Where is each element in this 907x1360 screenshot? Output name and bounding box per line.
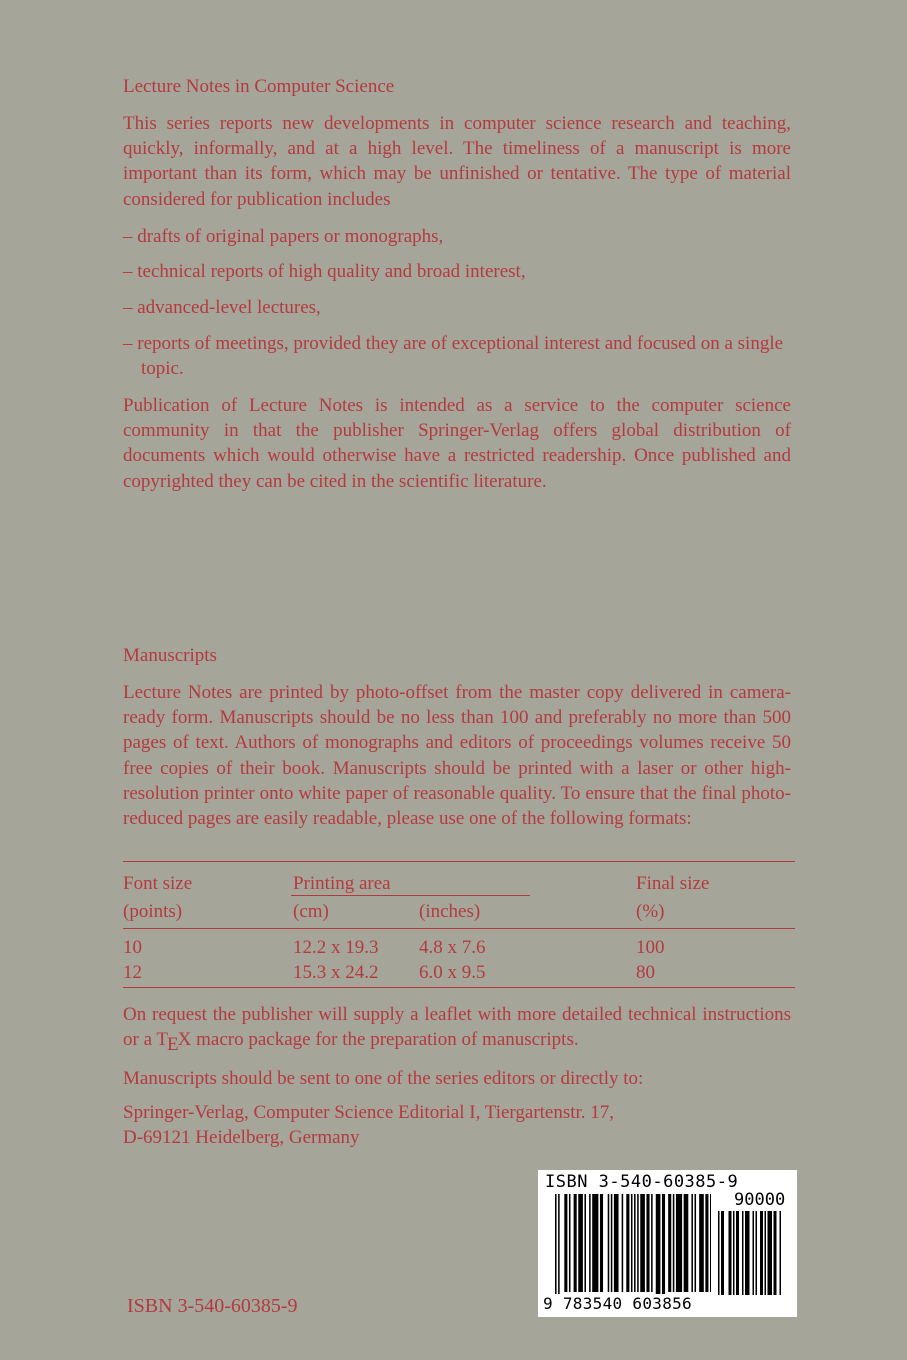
- unit-cm: (cm): [293, 901, 329, 922]
- barcode-bar: [765, 1211, 767, 1295]
- col-header-font-size: Font size: [123, 873, 193, 894]
- barcode-bar: [676, 1194, 682, 1292]
- barcode-bar: [733, 1211, 735, 1295]
- bullet-item: – reports of meetings, provided they are of exceptional interest and focused on a single topic.: [123, 333, 784, 379]
- barcode-bar: [780, 1211, 782, 1295]
- barcode-bar: [584, 1194, 586, 1292]
- publication-paragraph: Publication of Lecture Notes is intended as a service to the computer science community in that the publisher Springer-Verlag offers global distribution of documents which would otherwise have a restricted readership. Once published and copyrighted they can be cited in the scientific literature.: [123, 395, 791, 492]
- table-cell: 12: [123, 962, 142, 983]
- unit-points: (points): [123, 901, 183, 922]
- table-mid-rule: [123, 928, 795, 929]
- barcode-bar: [691, 1194, 693, 1292]
- barcode-bar: [614, 1194, 619, 1292]
- barcode-bar: [695, 1194, 697, 1292]
- barcode-bar: [626, 1194, 629, 1292]
- table-cell: 12.2 x 19.3: [293, 937, 379, 958]
- unit-percent: (%): [636, 901, 665, 922]
- table-cell: 4.8 x 7.6: [419, 937, 486, 958]
- table-cell: 6.0 x 9.5: [419, 962, 486, 983]
- barcode-digits: 9 783540 603856: [543, 1294, 692, 1313]
- barcode-bar: [705, 1194, 708, 1292]
- barcode-bar: [656, 1194, 661, 1294]
- barcode-bar: [637, 1194, 639, 1292]
- bullet-item: – advanced-level lectures,: [123, 297, 321, 318]
- barcode-bar: [592, 1194, 598, 1292]
- address-line-1: Springer-Verlag, Computer Science Editorial I, Tiergartenstr. 17,: [123, 1102, 615, 1123]
- table-cell: 80: [636, 962, 655, 983]
- barcode-bar: [608, 1194, 610, 1292]
- barcode-bar: [634, 1194, 636, 1292]
- barcode-bar: [646, 1194, 649, 1292]
- leaflet-text-end: macro package for the preparation of manuscripts.: [191, 1029, 579, 1051]
- unit-inches: (inches): [419, 901, 481, 922]
- barcode-bars: [555, 1194, 711, 1294]
- barcode-bar: [611, 1194, 613, 1292]
- col-header-final-size: Final size: [636, 873, 710, 894]
- bullet-item: – drafts of original papers or monographs,: [123, 226, 444, 247]
- leaflet-text: On request the publisher will supply a leaflet with more detailed technical instructions or a: [123, 1004, 791, 1051]
- barcode-bar: [668, 1194, 671, 1292]
- barcode-bar: [684, 1194, 689, 1292]
- barcode-bar: [673, 1194, 675, 1292]
- table-cell: 10: [123, 937, 142, 958]
- col-header-printing-area: Printing area: [293, 873, 391, 894]
- isbn-text: ISBN 3-540-60385-9: [127, 1295, 298, 1317]
- barcode-bar: [569, 1194, 571, 1292]
- barcode-addon-bars: [718, 1211, 788, 1295]
- barcode-bar: [558, 1194, 560, 1294]
- barcode-isbn: ISBN 3-540-60385-9: [545, 1172, 739, 1192]
- send-to-line: Manuscripts should be sent to one of the series editors or directly to:: [123, 1068, 644, 1089]
- barcode-bar: [662, 1194, 665, 1294]
- leaflet-paragraph: [123, 1002, 791, 1056]
- table-cell: 15.3 x 24.2: [293, 962, 379, 983]
- manuscripts-paragraph: Lecture Notes are printed by photo-offset from the master copy delivered in camera-ready form. Manuscripts should be no less than 100 and preferably no more than 500 pages of text. Authors of monographs and editors of proceedings volumes receive 50 free copies of their book. Manuscripts should be printed with a laser or other high-resolution printer onto white paper of reasonable quality. To ensure that the final photo-reduced pages are easily readable, please use one of the following formats:: [123, 682, 791, 830]
- barcode: [538, 1170, 797, 1317]
- barcode-bar: [640, 1194, 645, 1292]
- barcode-bar: [718, 1211, 720, 1295]
- barcode-bar: [710, 1194, 711, 1292]
- barcode-bar: [631, 1194, 633, 1292]
- barcode-bar: [600, 1194, 603, 1292]
- manuscripts-heading: Manuscripts: [123, 645, 217, 666]
- barcode-bar: [729, 1211, 732, 1295]
- barcode-bar: [622, 1194, 624, 1292]
- table-bottom-rule: [123, 987, 795, 988]
- printing-area-rule: [291, 895, 530, 896]
- barcode-bar: [768, 1211, 773, 1295]
- barcode-addon-number: 90000: [734, 1190, 786, 1210]
- barcode-bar: [651, 1194, 653, 1292]
- barcode-bar: [760, 1211, 763, 1295]
- tex-logo: TEX: [156, 1029, 192, 1056]
- barcode-bar: [699, 1194, 704, 1292]
- barcode-bar: [753, 1211, 755, 1295]
- address-line-2: D-69121 Heidelberg, Germany: [123, 1127, 360, 1148]
- barcode-bar: [742, 1211, 744, 1295]
- barcode-bar: [756, 1211, 758, 1295]
- barcode-bar: [555, 1194, 557, 1294]
- series-heading: Lecture Notes in Computer Science: [123, 76, 395, 97]
- barcode-bar: [721, 1211, 724, 1295]
- barcode-bar: [736, 1211, 739, 1295]
- table-top-rule: [123, 861, 795, 862]
- table-cell: 100: [636, 937, 665, 958]
- barcode-bar: [589, 1194, 591, 1292]
- series-intro: This series reports new developments in computer science research and teaching, quickly, informally, and at a high level. The timeliness of a manuscript is more important than its form, which may be unfinished or tentative. The type of material considered for publication includes: [123, 113, 791, 210]
- barcode-bar: [774, 1211, 777, 1295]
- bullet-item: – technical reports of high quality and broad interest,: [123, 261, 526, 282]
- barcode-bar: [578, 1194, 583, 1292]
- barcode-bar: [745, 1211, 750, 1295]
- barcode-bar: [564, 1194, 567, 1292]
- barcode-bar: [574, 1194, 577, 1292]
